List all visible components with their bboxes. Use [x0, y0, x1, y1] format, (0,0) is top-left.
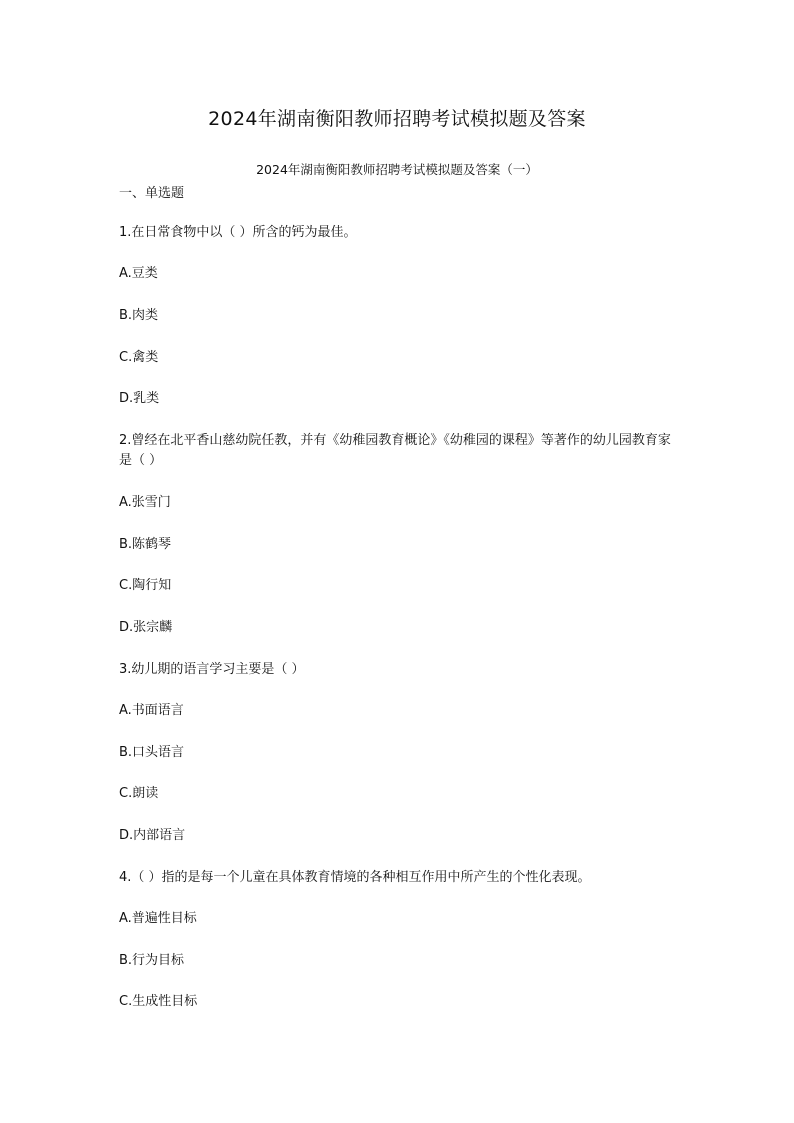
- question-4-option-a: A.普遍性目标: [119, 911, 197, 926]
- section-heading: 一、单选题: [119, 186, 185, 201]
- document-title: 2024年湖南衡阳教师招聘考试模拟题及答案: [208, 108, 586, 130]
- question-1-option-c: C.禽类: [119, 350, 159, 365]
- question-3-option-d: D.内部语言: [119, 828, 186, 843]
- question-4-option-b: B.行为目标: [119, 953, 185, 968]
- question-2-option-c: C.陶行知: [119, 578, 172, 593]
- question-4-option-c: C.生成性目标: [119, 994, 198, 1009]
- document-subtitle: 2024年湖南衡阳教师招聘考试模拟题及答案（一）: [256, 162, 538, 177]
- question-1-stem: 1.在日常食物中以（ ）所含的钙为最佳。: [119, 225, 357, 240]
- question-2-option-d: D.张宗麟: [119, 620, 173, 635]
- question-2-stem: 2.曾经在北平香山慈幼院任教，并有《幼稚园教育概论》《幼稚园的课程》等著作的幼儿园教育家是（ ）: [119, 433, 671, 468]
- question-3-stem: 3.幼儿期的语言学习主要是（ ）: [119, 662, 305, 677]
- question-1-option-a: A.豆类: [119, 266, 158, 281]
- question-3-option-c: C.朗读: [119, 786, 159, 801]
- question-3-option-b: B.口头语言: [119, 745, 185, 760]
- question-3-option-a: A.书面语言: [119, 703, 184, 718]
- question-1-option-b: B.肉类: [119, 308, 159, 323]
- question-2-option-b: B.陈鹤琴: [119, 537, 172, 552]
- question-1-option-d: D.乳类: [119, 391, 160, 406]
- question-2-option-a: A.张雪门: [119, 495, 171, 510]
- question-4-stem: 4.（ ）指的是每一个儿童在具体教育情境的各种相互作用中所产生的个性化表现。: [119, 870, 591, 885]
